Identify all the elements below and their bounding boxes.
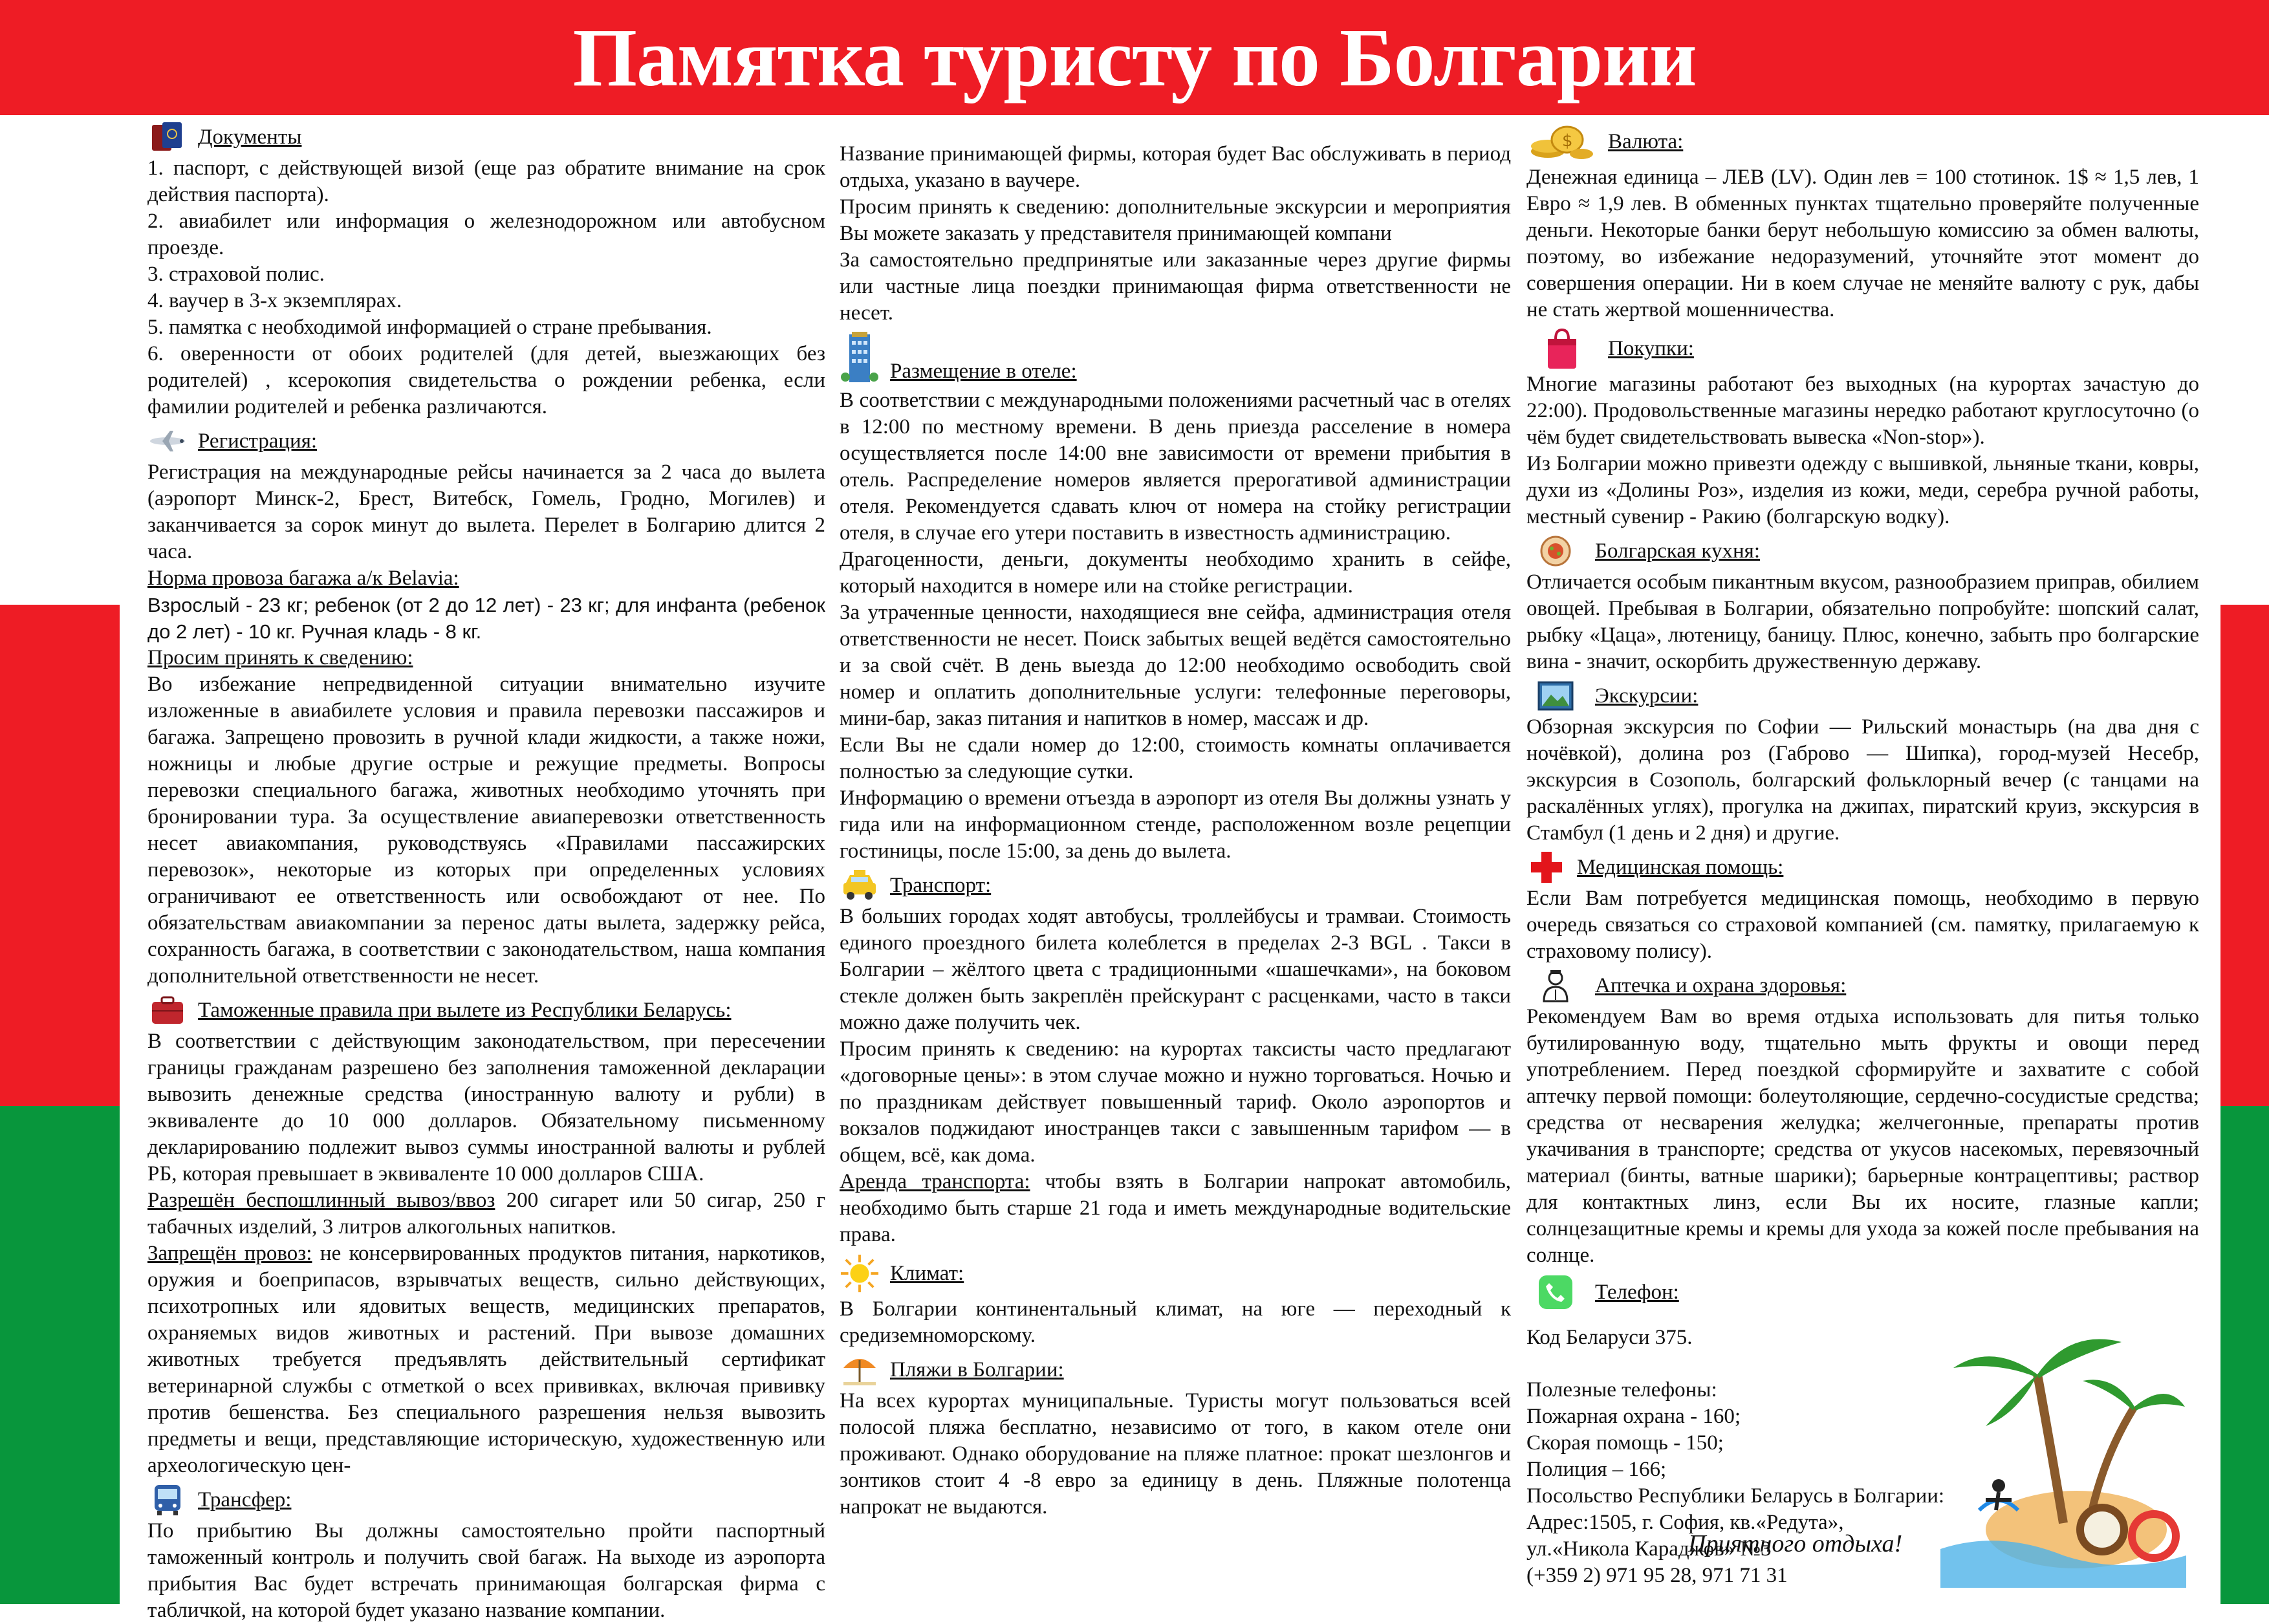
column-2 — [840, 141, 1511, 1521]
documents-item: 1. паспорт, с действующей визой (еще раз обратите внимание на срок действия паспорта). — [147, 157, 825, 206]
baggage-text: Взрослый - 23 кг; ребенок (от 2 до 12 лет) - 23 кг; для инфанта (ребенок до 2 лет) - 10 кг. Ручная кладь - 8 кг. — [147, 594, 825, 643]
documents-item: 3. страховой полис. — [147, 263, 325, 286]
phone-line: Полиция – 166; — [1526, 1458, 1667, 1481]
registration-header — [147, 423, 825, 459]
hotel-header — [840, 329, 1511, 387]
phone-code: Код Беларуси 375. — [1526, 1326, 1693, 1349]
page-title: Памятка туристу по Болгарии — [572, 12, 1697, 103]
phone-line: (+359 2) 971 95 28, 971 71 31 — [1526, 1564, 1788, 1587]
doctor-icon — [1526, 969, 1585, 1002]
intro-text: Просим принять к сведению: дополнительные экскурсии и мероприятия Вы можете заказать у представителя принимающей компани — [840, 195, 1511, 245]
health-text: Рекомендуем Вам во время отдыха использовать для питья только бутилированную воду, тщательно мыть фрукты и овощи перед употреблением. Перед поездкой сформируйте и захватите с собой аптечку первой помощи: болеутоляющие, сердечно-сосудистые средства; средства от несварения желудка; желчегонные, препараты против укачивания в транспорте; средства от укусов насекомых, перевязочный материал (бинты, ватные шарики); барьерные контрацептивы; раствор для контактных линз, если Вы их носите, глазные капли; солнцезащитные кремы и кремы для ухода за кожей после пребывания на солнце. — [1526, 1005, 2199, 1267]
rent-label: Аренда транспорта: — [840, 1170, 1030, 1193]
currency-heading: Валюта: — [1608, 129, 1684, 153]
phone-line: Пожарная охрана - 160; — [1526, 1405, 1741, 1428]
suitcase-icon — [147, 993, 188, 1027]
medical-cross-icon — [1526, 850, 1567, 884]
medical-text: Если Вам потребуется медицинская помощь, необходимо в первую очередь связаться со страховой компанией (см. памятку, прилагаемую к страховому полису). — [1526, 887, 2199, 963]
beaches-header — [840, 1352, 1511, 1388]
transfer-header — [147, 1482, 825, 1518]
hotel-paragraph: За утраченные ценности, находящиеся вне сейфа, администрация отеля ответственности не несет. Поиск забытых вещей ведётся самостоятельно и за свой счёт. В день выезда до 12:00 необходимо освободить свой номер и оплатить дополнительные услуги: телефонные переговоры, мини-бар, заказ питания и напитков в номер, массаж и др. — [840, 601, 1511, 730]
hotel-paragraph: Если Вы не сдали номер до 12:00, стоимость комнаты оплачивается полностью за следующие сутки. — [840, 733, 1511, 783]
phone-line: Скорая помощь - 150; — [1526, 1431, 1724, 1455]
bus-icon — [147, 1483, 188, 1517]
passport-icon — [147, 120, 188, 154]
excursions-text: Обзорная экскурсия по Софии — Рильский монастырь (на два дня с ночёвкой), долина роз (Габрово — Шипка), город-музей Несебр, экскурсия в Созополь, болгарский фольклорный вечер (с танцами на раскалённых углях), прогулка на джипах, пиратский круиз, экскурсия в Стамбул (1 день и 2 дня) и другие. — [1526, 715, 2199, 845]
hotel-icon — [840, 330, 880, 386]
documents-heading: Документы — [198, 125, 302, 149]
rent-text: чтобы взять в Болгарии напрокат автомобиль, необходимо быть старше 21 года и иметь международные водительские права. — [840, 1170, 1511, 1246]
phone-line: Адрес:1505, г. София, кв.«Редута», — [1526, 1511, 1844, 1534]
svg-text:$: $ — [1562, 131, 1573, 151]
phone-line: Посольство Республики Беларусь в Болгарии: — [1526, 1484, 1945, 1508]
hotel-paragraph: В соответствии с международными положениями расчетный час в отелях в 12:00 по местному времени. В день приезда расселение в номера осуществляется после 14:00 вне зависимости от времени прибытия в отель. Распределение номеров является прерогативой администрации отеля. Рекомендуется сдавать ключ от номера на стойку регистрации отеля, в случае его утери поставить в известность администрацию. — [840, 389, 1511, 545]
phone-icon — [1526, 1275, 1585, 1309]
customs-heading: Таможенные правила при вылете из Республики Беларусь: — [198, 998, 732, 1022]
cuisine-text: Отличается особым пикантным вкусом, разнообразием приправ, обилием овощей. Пребывая в Болгарии, обязательно попробуйте: шопский салат, рыбку «Цаца», лютеницу, баницу. Плюс, конечно, забыть про болгарские вина - значит, оскорбить дружественную державу. — [1526, 570, 2199, 673]
shopping-heading: Покупки: — [1608, 336, 1694, 360]
cuisine-header — [1526, 533, 2199, 569]
airplane-icon — [147, 424, 188, 458]
sun-icon — [840, 1251, 880, 1296]
transfer-text: По прибытию Вы должны самостоятельно пройти паспортный таможенный контроль и получить свой багаж. На выходе из аэропорта прибытия Вас будет встречать принимающая болгарская фирма с табличкой, на которой будет указано название компании. — [147, 1519, 825, 1622]
climate-heading: Климат: — [890, 1261, 964, 1285]
photo-icon — [1526, 679, 1585, 713]
documents-item: 2. авиабилет или информация о железнодорожном или автобусном проезде. — [147, 210, 825, 259]
health-header — [1526, 968, 2199, 1004]
shopping-paragraph: Из Болгарии можно привезти одежду с вышивкой, льняные ткани, ковры, духи из «Долины Роз», изделия из кожи, меди, серебра ручной работы, местный сувенир - Ракию (болгарскую водку). — [1526, 452, 2199, 528]
excursions-heading: Экскурсии: — [1595, 684, 1699, 708]
hotel-paragraph: Информацию о времени отъезда в аэропорт из отеля Вы должны узнать у гида или на информационном стенде, расположенном возле рецепции гостиницы, после 15:00, за день до вылета. — [840, 786, 1511, 863]
column-1 — [147, 116, 825, 1624]
notice-heading: Просим принять к сведению: — [147, 646, 413, 669]
phone-line: ул.«Никола Караджов» №3 — [1526, 1537, 1772, 1561]
baggage-heading: Норма провоза багажа а/к Belavia: — [147, 567, 459, 590]
dutyfree-text: 200 сигарет или 50 сигар, 250 г табачных изделий, 3 литров алкогольных напитков. — [147, 1189, 825, 1239]
hotel-paragraph: Драгоценности, деньги, документы необходимо хранить в сейфе, который находится в номере или на стойке регистрации. — [840, 548, 1511, 598]
shopping-bag-icon — [1526, 326, 1598, 371]
forbidden-text: не консервированных продуктов питания, наркотиков, оружия и боеприпасов, взрывчатых веществ, сильно действующих, психотропных или ядовитых веществ, медицинских препаратов, охраняемых видов животных и растений. При вывозе домашних животных требуется предъявлять действительный сертификат ветеринарной службы с отметкой о всех прививках, включая прививку против бешенства. Без специального разрешения нельзя вывозить предметы и вещи, представляющие историческую, художественную или археологическую цен- — [147, 1242, 825, 1477]
intro-text: Название принимающей фирмы, которая будет Вас обслуживать в период отдыха, указано в ваучере. — [840, 142, 1511, 192]
shopping-paragraph: Многие магазины работают без выходных (на курортах зачастую до 22:00). Продовольственные магазины нередко работают круглосуточно (о чём будет свидетельствовать вывеска «Non-stop»). — [1526, 373, 2199, 449]
intro-text: За самостоятельно предпринятые или заказанные через другие фирмы или частные лица поездки принимающая фирма ответственности не несет. — [840, 248, 1511, 325]
documents-item: 6. оверенности от обоих родителей (для детей, выезжающих без родителей) , ксерокопия свидетельства о рождении ребенка, если фамилии родителей и ребенка различаются. — [147, 342, 825, 418]
palm-island-illustration — [1940, 1316, 2186, 1588]
transport-heading: Транспорт: — [890, 873, 992, 897]
beach-umbrella-icon — [840, 1353, 880, 1387]
currency-text: Денежная единица – ЛЕВ (LV). Один лев = 100 стотинок. 1$ ≈ 1,5 лев, 1 Евро ≈ 1,9 лев. В обменных пунктах тщательно проверяйте полученные деньги. Некоторые банки берут небольшую комиссию за обмен валюты, поэтому, во избежание недоразумений, уточняйте этот момент до совершения операции. Ни в коем случае не меняйте валюту с рук, дабы не стать жертвой мошенничества. — [1526, 166, 2199, 321]
phone-heading: Телефон: — [1595, 1280, 1679, 1304]
hotel-heading: Размещение в отеле: — [890, 359, 1077, 383]
climate-header — [840, 1251, 1511, 1296]
food-icon — [1526, 534, 1585, 568]
customs-text: В соответствии с действующим законодательством, при пересечении границы гражданам разрешено без заполнения таможенной декларации вывозить денежные средства (иностранную валюту и рубли) в эквиваленте до 10 000 долларов. Обязательному письменному декларированию подлежит вывоз суммы иностранной валюты и рублей РБ, которая превышает в эквиваленте 10 000 долларов США. — [147, 1030, 825, 1186]
notice-text: Во избежание непредвиденной ситуации внимательно изучите изложенные в авиабилете условия и правила перевозки пассажиров и багажа. Запрещено провозить в ручной клади жидкости, а также ножи, ножницы и любые другие острые и режущие предметы. Вопросы перевозки специального багажа, животных необходимо уточнять при бронировании тура. За осуществление авиаперевозки ответственность несет авиакомпания, руководствуясь «Правилами пассажирских перевозок», некоторые из которых при определенных условиях ограничивают ее ответственность или освобождают от нее. По обязательствам авиакомпании за перенос даты вылета, задержку рейса, сохранность багажа, в соответствии с законодательством, наша компания дополнительной ответственности не несет. — [147, 673, 825, 988]
transport-paragraph: Просим принять к сведению: на курортах таксисты часто предлагают «договорные цены»: в этом случае можно и нужно торговаться. Ночью и по праздникам действует повышенный тариф. Около аэропортов и вокзалов поджидают иностранцев такси с завышенным тарифом — в общем, всё, как дома. — [840, 1037, 1511, 1167]
beaches-text: На всех курортах муниципальные. Туристы могут пользоваться всей полосой пляжа бесплатно, независимо от того, в каком отеле они проживают. Однако оборудование на пляже платное: прокат шезлонгов и зонтиков стоит 4 -8 евро за единицу в день. Пляжные полотенца напрокат не выдаются. — [840, 1389, 1511, 1519]
useful-phones-heading: Полезные телефоны: — [1526, 1378, 1717, 1402]
coins-icon — [1526, 119, 1598, 164]
documents-item: 5. памятка с необходимой информацией о стране пребывания. — [147, 316, 712, 339]
taxi-icon — [840, 869, 880, 902]
climate-text: В Болгарии континентальный климат, на юге — переходный к средиземноморскому. — [840, 1297, 1511, 1347]
registration-heading: Регистрация: — [198, 429, 318, 453]
forbidden-label: Запрещён провоз: — [147, 1242, 312, 1265]
registration-text: Регистрация на международные рейсы начинается за 2 часа до вылета (аэропорт Минск-2, Брест, Витебск, Гомель, Гродно, Могилев) и заканчивается за сорок минут до вылета. Перелет в Болгарию длится 2 часа. — [147, 460, 825, 563]
customs-header — [147, 992, 825, 1028]
documents-item: 4. ваучер в 3-х экземплярах. — [147, 289, 402, 312]
medical-heading: Медицинская помощь: — [1577, 855, 1784, 879]
documents-header — [147, 119, 825, 155]
excursions-header — [1526, 678, 2199, 714]
dutyfree-label: Разрешён беспошлинный вывоз/ввоз — [147, 1189, 495, 1212]
shopping-header — [1526, 326, 2199, 371]
health-heading: Аптечка и охрана здоровья: — [1595, 973, 1847, 997]
medical-header — [1526, 849, 2199, 885]
cuisine-heading: Болгарская кухня: — [1595, 539, 1760, 563]
transport-paragraph: В больших городах ходят автобусы, троллейбусы и трамваи. Стоимость единого проездного билета колеблется в пределах 2-3 BGL . Такси в Болгарии – жёлтого цвета с традиционными «шашечками», на боковом стекле должен быть закреплён прейскурант с расценками, часто в такси можно даже получить чек. — [840, 905, 1511, 1034]
farewell-text: Приятного отдыха! — [1688, 1530, 1903, 1557]
phone-header — [1526, 1272, 2199, 1313]
beaches-heading: Пляжи в Болгарии: — [890, 1358, 1064, 1381]
transfer-heading: Трансфер: — [198, 1488, 292, 1511]
transport-header — [840, 867, 1511, 904]
currency-header — [1526, 119, 2199, 164]
